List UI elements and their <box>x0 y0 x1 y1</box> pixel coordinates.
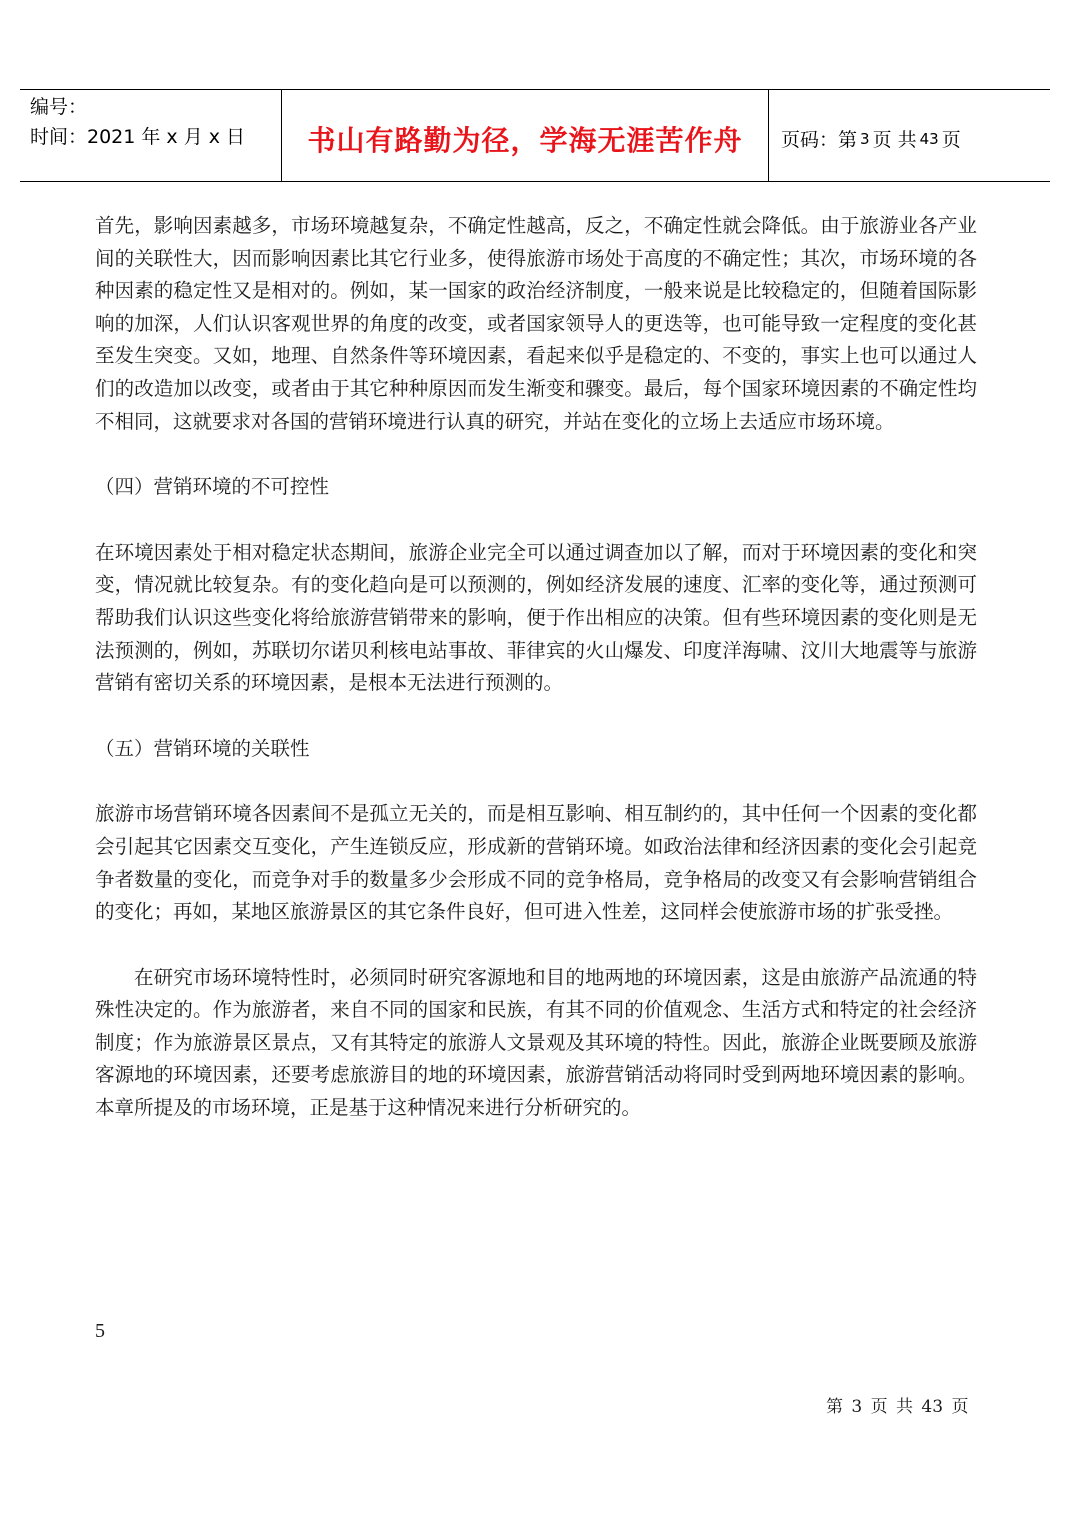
document-header <box>20 89 1050 182</box>
page-prefix: 页码：第 <box>781 129 858 151</box>
page-middle: 页 共 <box>872 129 917 151</box>
document-body <box>95 210 977 1125</box>
page-current: 3 <box>860 129 870 148</box>
section-heading-4: （四）营销环境的不可控性 <box>95 475 330 499</box>
serial-label: 编号： <box>30 96 88 118</box>
page-suffix: 页 <box>941 129 961 151</box>
paragraph-uncertainty: 首先，影响因素越多，市场环境越复杂，不确定性越高，反之，不确定性就会降低。由于旅游业各产业间的关联性大，因而影响因素比其它行业多，使得旅游市场处于高度的不确定性；其次，市场环境的各种因素的稳定性又是相对的。例如，某一国家的政治经济制度，一般来说是比较稳定的，但随着国际影响的加深，人们认识客观世界的角度的改变，或者国家领导人的更迭等，也可能导致一定程度的变化甚至发生突变。又如，地理、自然条件等环境因素，看起来似乎是稳定的、不变的，事实上也可以通过人们的改造加以改变，或者由于其它种种原因而发生渐变和骤变。最后，每个国家环境因素的不确定性均不相同，这就要求对各国的营销环境进行认真的研究，并站在变化的立场上去适应市场环境。 <box>95 214 977 433</box>
paragraph-interrelation: 旅游市场营销环境各因素间不是孤立无关的，而是相互影响、相互制约的，其中任何一个因素的变化都会引起其它因素交互变化，产生连锁反应，形成新的营销环境。如政治法律和经济因素的变化会引起竞争者数量的变化，而竞争对手的数量多少会形成不同的竞争格局，竞争格局的改变又有会影响营销组合的变化；再如，某地区旅游景区的其它条件良好，但可进入性差，这同样会使旅游市场的扩张受挫。 <box>95 802 977 924</box>
page-footer: 第 3 页 共 43 页 <box>826 1397 969 1417</box>
page-number: 5 <box>95 1320 105 1342</box>
paragraph-research-note: 在研究市场环境特性时，必须同时研究客源地和目的地两地的环境因素，这是由旅游产品流通的特殊性决定的。作为旅游者，来自不同的国家和民族，有其不同的价值观念、生活方式和特定的社会经济制度；作为旅游景区景点，又有其特定的旅游人文景观及其环境的特性。因此，旅游企业既要顾及旅游客源地的环境因素，还要考虑旅游目的地的环境因素，旅游营销活动将同时受到两地环境因素的影响。本章所提及的市场环境，正是基于这种情况来进行分析研究的。 <box>95 965 977 1120</box>
page-total: 43 <box>919 129 939 148</box>
motto-text: 书山有路勤为径，学海无涯苦作舟 <box>307 123 743 157</box>
time-label: 时间：2021 年 x 月 x 日 <box>30 126 246 148</box>
paragraph-uncontrollability: 在环境因素处于相对稳定状态期间，旅游企业完全可以通过调查加以了解，而对于环境因素的变化和突变，情况就比较复杂。有的变化趋向是可以预测的，例如经济发展的速度、汇率的变化等，通过预测可帮助我们认识这些变化将给旅游营销带来的影响，便于作出相应的决策。但有些环境因素的变化则是无法预测的，例如，苏联切尔诺贝利核电站事故、菲律宾的火山爆发、印度洋海啸、汶川大地震等与旅游营销有密切关系的环境因素，是根本无法进行预测的。 <box>95 540 977 695</box>
section-heading-5: （五）营销环境的关联性 <box>95 736 310 760</box>
header-page-cell <box>769 90 1050 181</box>
header-motto-cell <box>282 90 769 181</box>
header-meta-cell <box>20 90 282 181</box>
